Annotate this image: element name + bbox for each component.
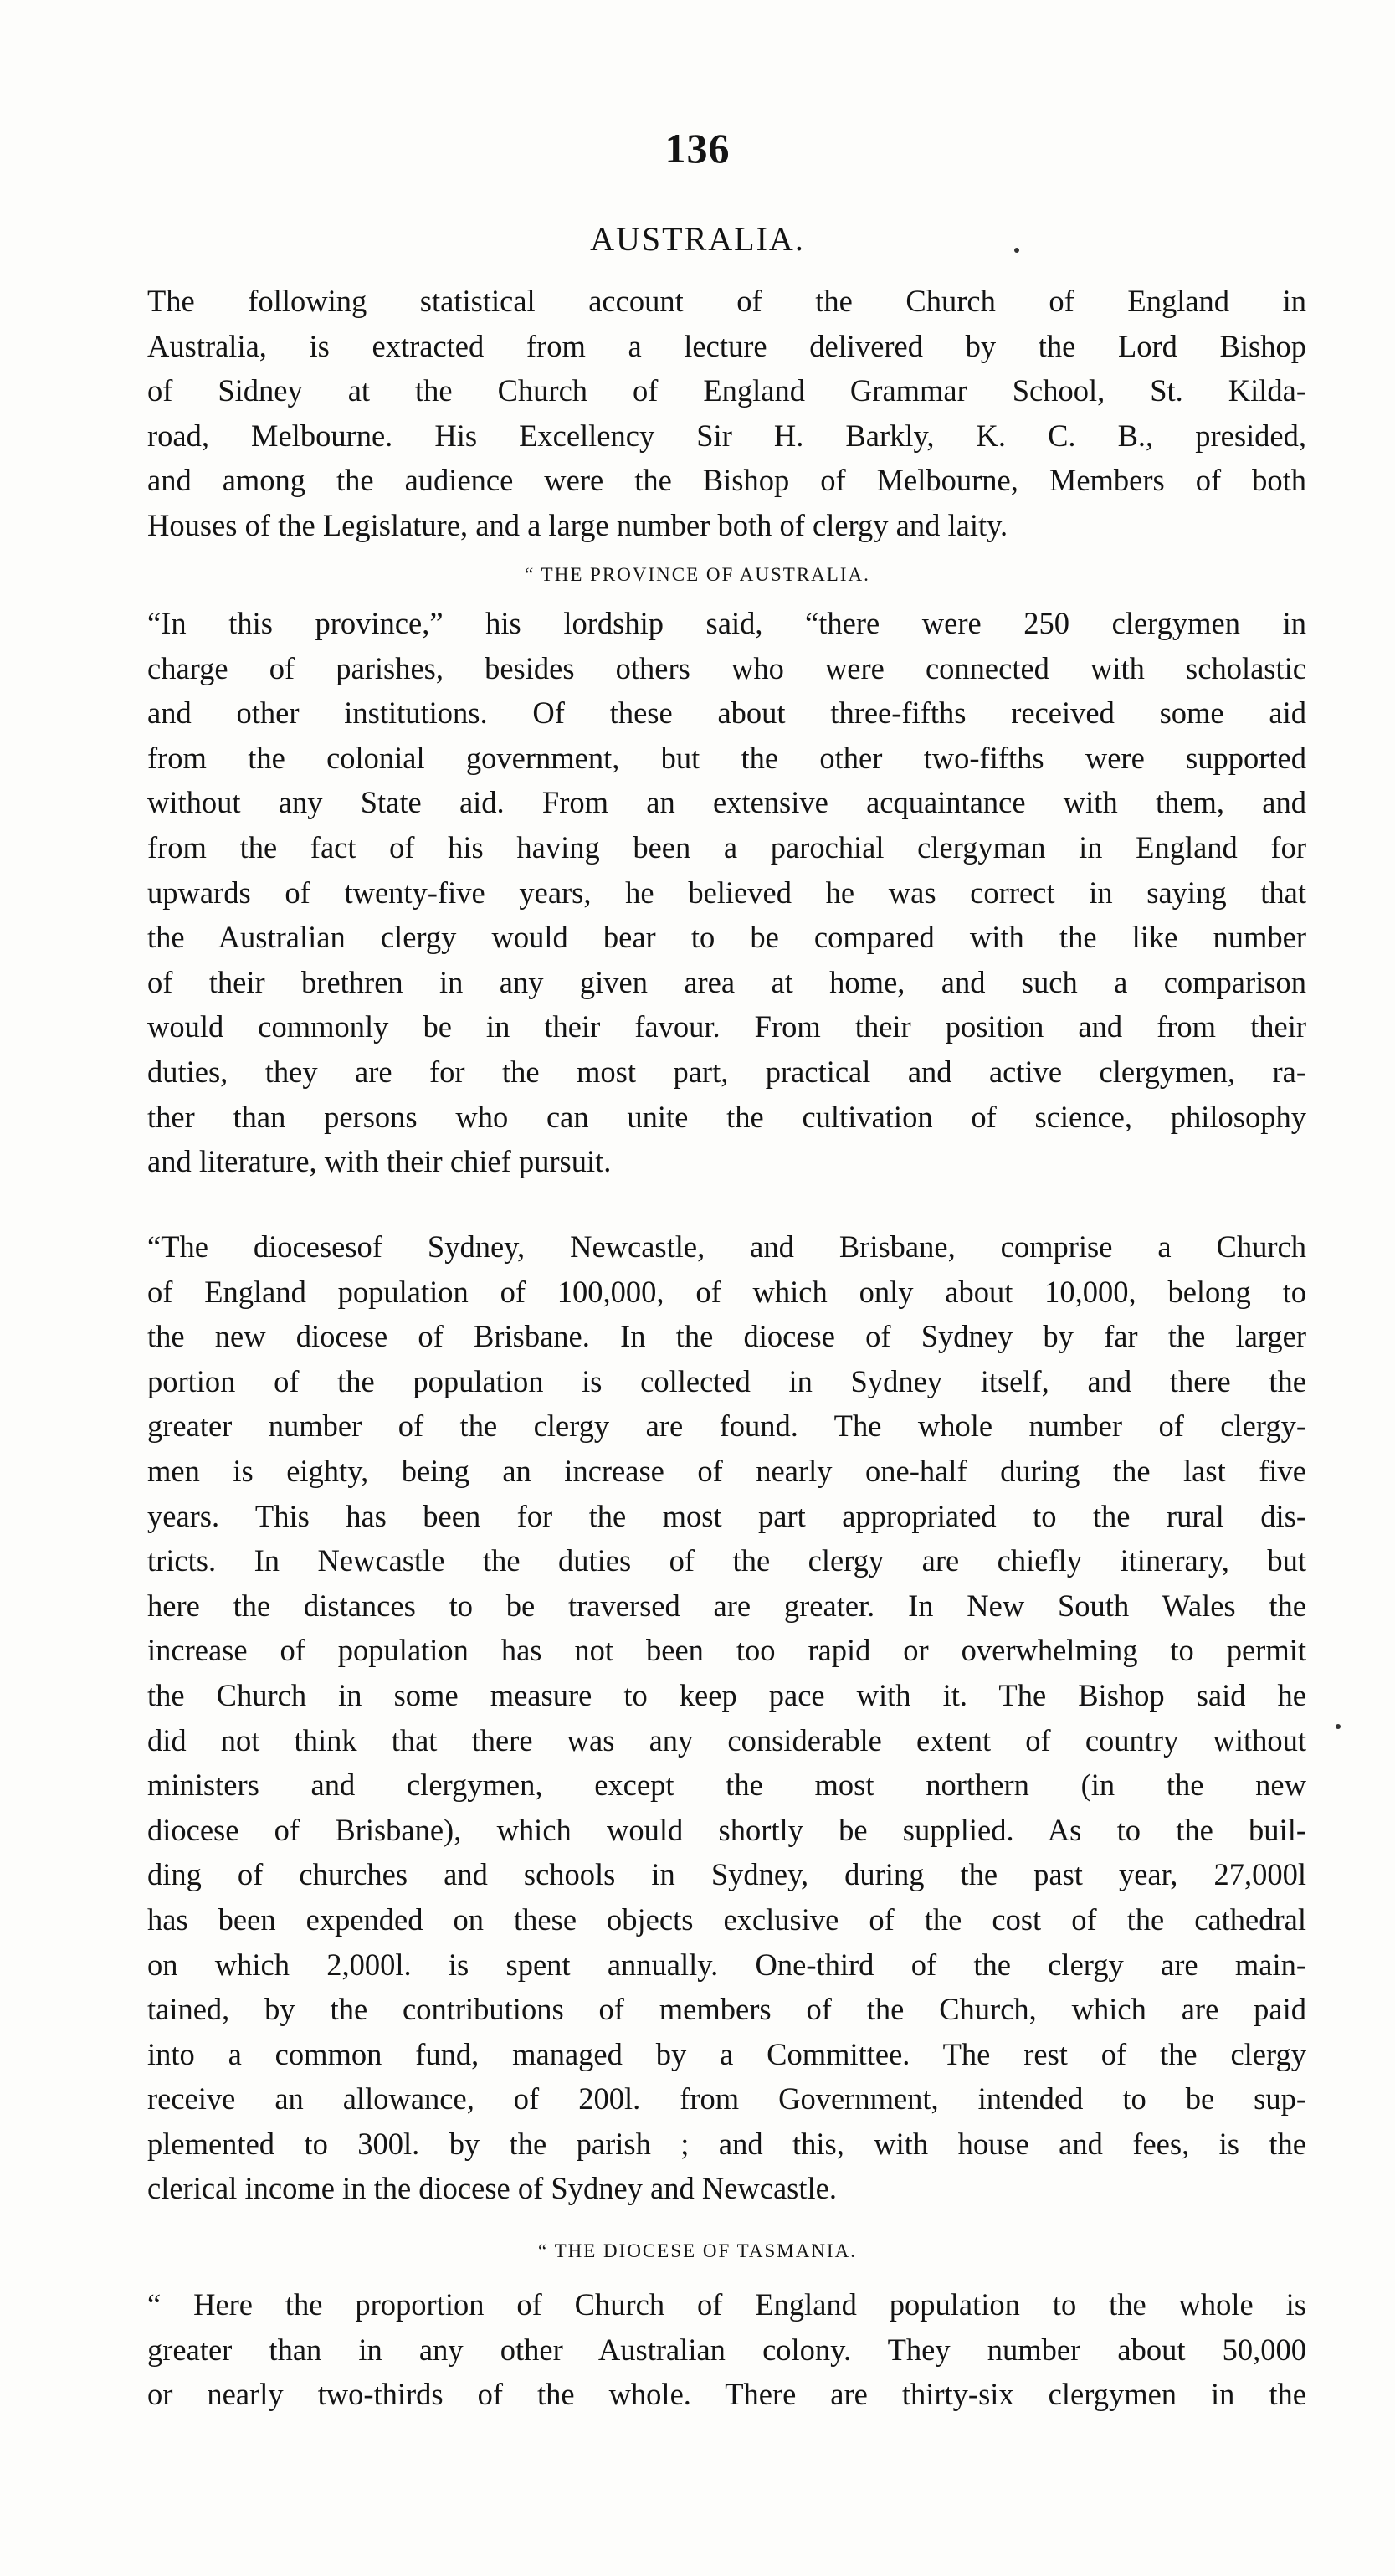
text-line: or nearly two-thirds of the whole. There are thirty-six clergymen in the bbox=[147, 2377, 1306, 2412]
text-line: the Australian clergy would bear to be compared with the like number bbox=[147, 920, 1306, 955]
text-line: and among the audience were the Bishop of Melbourne, Members of both bbox=[147, 463, 1306, 498]
text-line: did not think that there was any considerable extent of country without bbox=[147, 1722, 1306, 1758]
text-line: and literature, with their chief pursuit. bbox=[147, 1144, 612, 1179]
text-line: the new diocese of Brisbane. In the diocese of Sydney by far the larger bbox=[147, 1319, 1306, 1354]
text-line: of Sidney at the Church of England Grammar School, St. Kilda- bbox=[147, 373, 1306, 408]
text-line: greater number of the clergy are found. The whole number of clergy- bbox=[147, 1409, 1306, 1444]
stray-mark bbox=[1014, 248, 1019, 253]
text-line: Australia, is extracted from a lecture delivered by the Lord Bishop bbox=[147, 328, 1306, 363]
text-line: receive an allowance, of 200l. from Government, intended to be sup- bbox=[147, 2081, 1306, 2117]
text-line: of their brethren in any given area at home, and such a comparison bbox=[147, 964, 1306, 999]
text-line: of England population of 100,000, of which only about 10,000, belong to bbox=[147, 1274, 1306, 1309]
text-line: plemented to 300l. by the parish ; and this, with house and fees, is the bbox=[147, 2126, 1306, 2161]
text-line: upwards of twenty-five years, he believed he was correct in saying that bbox=[147, 875, 1306, 910]
text-line: ministers and clergymen, except the most northern (in the new bbox=[147, 1768, 1306, 1803]
section-heading-province: “ THE PROVINCE OF AUSTRALIA. bbox=[525, 564, 870, 585]
text-line: has been expended on these objects exclusive of the cost of the cathedral bbox=[147, 1901, 1306, 1937]
section-heading-tasmania: “ THE DIOCESE OF TASMANIA. bbox=[538, 2240, 857, 2261]
text-line: clerical income in the diocese of Sydney and Newcastle. bbox=[147, 2171, 837, 2206]
text-line: years. This has been for the most part appropriated to the rural dis- bbox=[147, 1498, 1306, 1533]
stray-mark bbox=[1336, 1724, 1341, 1729]
text-line: diocese of Brisbane), which would shortly be supplied. As to the buil- bbox=[147, 1812, 1306, 1847]
paragraph-dioceses bbox=[147, 1224, 1306, 2211]
text-line: without any State aid. From an extensive acquaintance with them, and bbox=[147, 785, 1306, 820]
text-line: The following statistical account of the Church of England in bbox=[147, 284, 1306, 318]
text-line: ther than persons who can unite the cultivation of science, philosophy bbox=[147, 1099, 1306, 1134]
text-line: tained, by the contributions of members of the Church, which are paid bbox=[147, 1992, 1306, 2027]
page-number: 136 bbox=[664, 125, 731, 172]
paragraph-province bbox=[147, 601, 1306, 1184]
text-line: portion of the population is collected in Sydney itself, and there the bbox=[147, 1363, 1306, 1398]
text-line: greater than in any other Australian colony. They number about 50,000 bbox=[147, 2332, 1306, 2367]
text-line: “The diocesesof Sydney, Newcastle, and Brisbane, comprise a Church bbox=[147, 1229, 1306, 1264]
text-line: on which 2,000l. is spent annually. One-third of the clergy are main- bbox=[147, 1947, 1306, 1982]
text-line: road, Melbourne. His Excellency Sir H. Barkly, K. C. B., presided, bbox=[147, 418, 1306, 453]
text-line: charge of parishes, besides others who were connected with scholastic bbox=[147, 650, 1306, 685]
page-title: AUSTRALIA. bbox=[590, 220, 805, 258]
text-line: duties, they are for the most part, practical and active clergymen, ra- bbox=[147, 1054, 1306, 1089]
text-line: from the colonial government, but the other two-fifths were supported bbox=[147, 740, 1306, 775]
paragraph-intro bbox=[147, 279, 1306, 548]
text-line: men is eighty, being an increase of nearly one-half during the last five bbox=[147, 1453, 1306, 1488]
paragraph-tasmania bbox=[147, 2282, 1306, 2417]
text-line: and other institutions. Of these about three-fifths received some aid bbox=[147, 695, 1306, 731]
text-line: Houses of the Legislature, and a large number both of clergy and laity. bbox=[147, 507, 1008, 542]
text-line: increase of population has not been too rapid or overwhelming to permit bbox=[147, 1633, 1306, 1668]
text-line: ding of churches and schools in Sydney, during the past year, 27,000l bbox=[147, 1857, 1306, 1892]
text-line: from the fact of his having been a parochial clergyman in England for bbox=[147, 829, 1306, 865]
text-line: “ Here the proportion of Church of England population to the whole is bbox=[147, 2287, 1306, 2322]
text-line: into a common fund, managed by a Committee. The rest of the clergy bbox=[147, 2036, 1306, 2071]
text-line: here the distances to be traversed are greater. In New South Wales the bbox=[147, 1588, 1306, 1623]
text-line: would commonly be in their favour. From their position and from their bbox=[147, 1009, 1306, 1044]
text-line: tricts. In Newcastle the duties of the clergy are chiefly itinerary, but bbox=[147, 1543, 1306, 1578]
text-line: “In this province,” his lordship said, “there were 250 clergymen in bbox=[147, 606, 1306, 640]
text-line: the Church in some measure to keep pace with it. The Bishop said he bbox=[147, 1677, 1306, 1712]
